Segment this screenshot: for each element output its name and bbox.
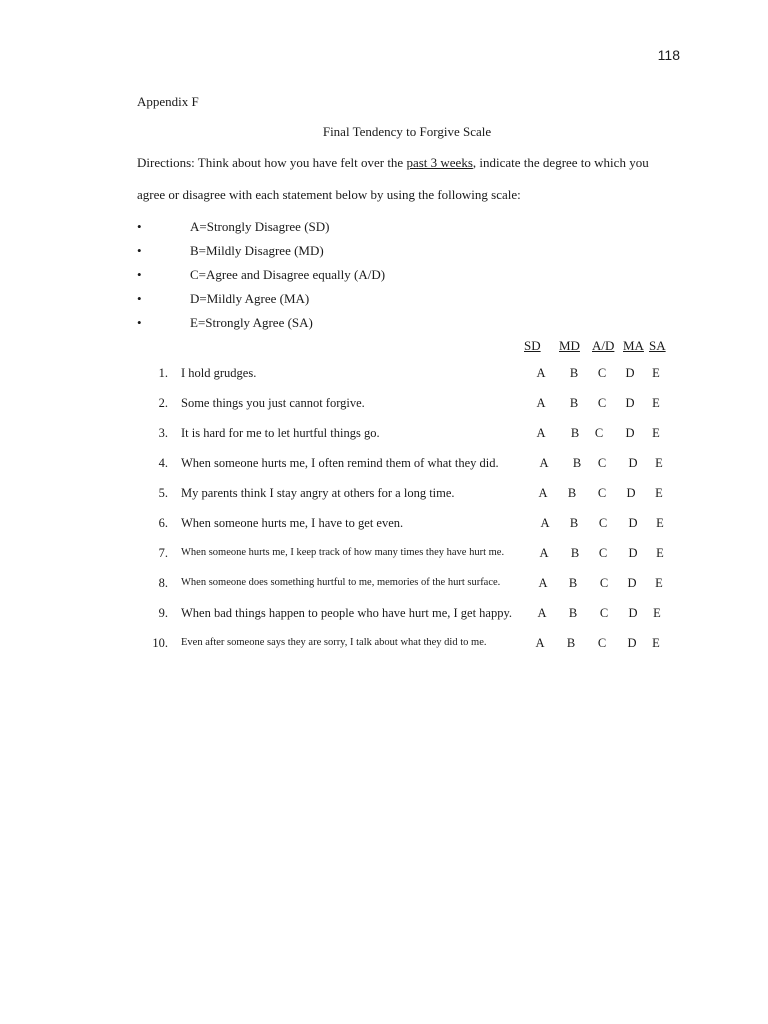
- option-d: D: [625, 366, 635, 380]
- option-e: E: [652, 636, 660, 650]
- scale-title: Final Tendency to Forgive Scale: [322, 124, 492, 139]
- option-e: E: [652, 396, 660, 410]
- option-d: D: [628, 546, 638, 560]
- item-statement: When bad things happen to people who have hurt me, I get happy.: [181, 606, 513, 620]
- option-c: C: [597, 366, 607, 380]
- option-e: E: [653, 606, 661, 620]
- option-c: C: [597, 486, 607, 500]
- option-e: E: [652, 366, 660, 380]
- item-number: 7.: [158, 546, 168, 560]
- item-number: 5.: [158, 486, 168, 500]
- item-number: 4.: [158, 456, 168, 470]
- option-d: D: [628, 516, 638, 530]
- option-c: C: [597, 456, 607, 470]
- item-statement: My parents think I stay angry at others for a long time.: [181, 486, 455, 500]
- option-e: E: [655, 456, 663, 470]
- column-header-ma: MA: [623, 338, 644, 353]
- item-number: 3.: [158, 426, 168, 440]
- scale-item-row: [0, 396, 768, 426]
- option-a: A: [538, 576, 548, 590]
- option-b: B: [569, 366, 579, 380]
- item-statement: It is hard for me to let hurtful things go.: [181, 426, 380, 440]
- option-d: D: [626, 486, 636, 500]
- option-d: D: [627, 636, 637, 650]
- option-a: A: [536, 366, 546, 380]
- option-c: C: [597, 636, 607, 650]
- item-statement: Some things you just cannot forgive.: [181, 396, 365, 410]
- item-statement: When someone does something hurtful to me, memories of the hurt surface.: [181, 577, 501, 588]
- option-d: D: [628, 456, 638, 470]
- option-e: E: [656, 546, 664, 560]
- option-a: A: [539, 546, 549, 560]
- option-d: D: [627, 576, 637, 590]
- directions-timeframe: past 3 weeks: [406, 155, 473, 170]
- option-b: B: [567, 486, 577, 500]
- bullet-icon: •: [137, 243, 142, 258]
- option-e: E: [656, 516, 664, 530]
- item-statement: I hold grudges.: [181, 366, 257, 380]
- directions-suffix: , indicate the degree to which you: [472, 155, 649, 170]
- scale-item-row: [0, 456, 768, 486]
- option-a: A: [537, 606, 547, 620]
- scale-legend-text: D=Mildly Agree (MA): [190, 291, 310, 306]
- bullet-icon: •: [137, 219, 142, 234]
- item-statement: When someone hurts me, I have to get even.: [181, 516, 404, 530]
- option-a: A: [539, 456, 549, 470]
- item-number: 8.: [158, 576, 168, 590]
- items-list: [0, 366, 768, 666]
- scale-item-row: [0, 486, 768, 516]
- directions-line-1: [137, 155, 649, 171]
- item-statement: Even after someone says they are sorry, I talk about what they did to me.: [181, 637, 487, 648]
- option-c: C: [599, 576, 609, 590]
- option-e: E: [652, 426, 660, 440]
- option-c: C: [598, 546, 608, 560]
- option-e: E: [655, 486, 663, 500]
- bullet-icon: •: [137, 315, 142, 330]
- option-b: B: [568, 576, 578, 590]
- column-header-ad: A/D: [592, 338, 615, 353]
- scale-item-row: [0, 546, 768, 576]
- option-b: B: [572, 456, 582, 470]
- option-b: B: [570, 426, 580, 440]
- column-header-sa: SA: [649, 338, 666, 353]
- option-c: C: [594, 426, 604, 440]
- column-header-sd: SD: [524, 338, 541, 353]
- option-a: A: [536, 426, 546, 440]
- item-number: 2.: [158, 396, 168, 410]
- item-number: 10.: [152, 636, 168, 650]
- scale-item-row: [0, 576, 768, 606]
- item-number: 6.: [158, 516, 168, 530]
- scale-legend-text: E=Strongly Agree (SA): [190, 315, 313, 330]
- directions-prefix: Directions: Think about how you have felt over the: [137, 155, 407, 170]
- option-b: B: [569, 396, 579, 410]
- item-number: 9.: [158, 606, 168, 620]
- page-number: 118: [657, 47, 680, 63]
- option-c: C: [598, 516, 608, 530]
- scale-item-row: [0, 366, 768, 396]
- scale-legend-text: B=Mildly Disagree (MD): [190, 243, 324, 258]
- scale-item-row: [0, 636, 768, 666]
- option-d: D: [625, 396, 635, 410]
- option-a: A: [536, 396, 546, 410]
- directions-line-2: agree or disagree with each statement below by using the following scale:: [137, 187, 521, 202]
- bullet-icon: •: [137, 267, 142, 282]
- scale-item-row: [0, 516, 768, 546]
- option-e: E: [655, 576, 663, 590]
- item-statement: When someone hurts me, I keep track of how many times they have hurt me.: [181, 547, 505, 558]
- bullet-icon: •: [137, 291, 142, 306]
- option-a: A: [535, 636, 545, 650]
- option-b: B: [570, 546, 580, 560]
- scale-legend-text: C=Agree and Disagree equally (A/D): [190, 267, 386, 282]
- scale-legend-text: A=Strongly Disagree (SD): [190, 219, 330, 234]
- item-number: 1.: [158, 366, 168, 380]
- option-b: B: [569, 516, 579, 530]
- option-a: A: [538, 486, 548, 500]
- item-statement: When someone hurts me, I often remind them of what they did.: [181, 456, 499, 470]
- option-d: D: [625, 426, 635, 440]
- option-c: C: [597, 396, 607, 410]
- option-c: C: [599, 606, 609, 620]
- appendix-label: Appendix F: [137, 94, 199, 109]
- option-b: B: [566, 636, 576, 650]
- column-header-md: MD: [559, 338, 580, 353]
- option-a: A: [540, 516, 550, 530]
- option-b: B: [568, 606, 578, 620]
- option-d: D: [628, 606, 638, 620]
- scale-item-row: [0, 606, 768, 636]
- scale-item-row: [0, 426, 768, 456]
